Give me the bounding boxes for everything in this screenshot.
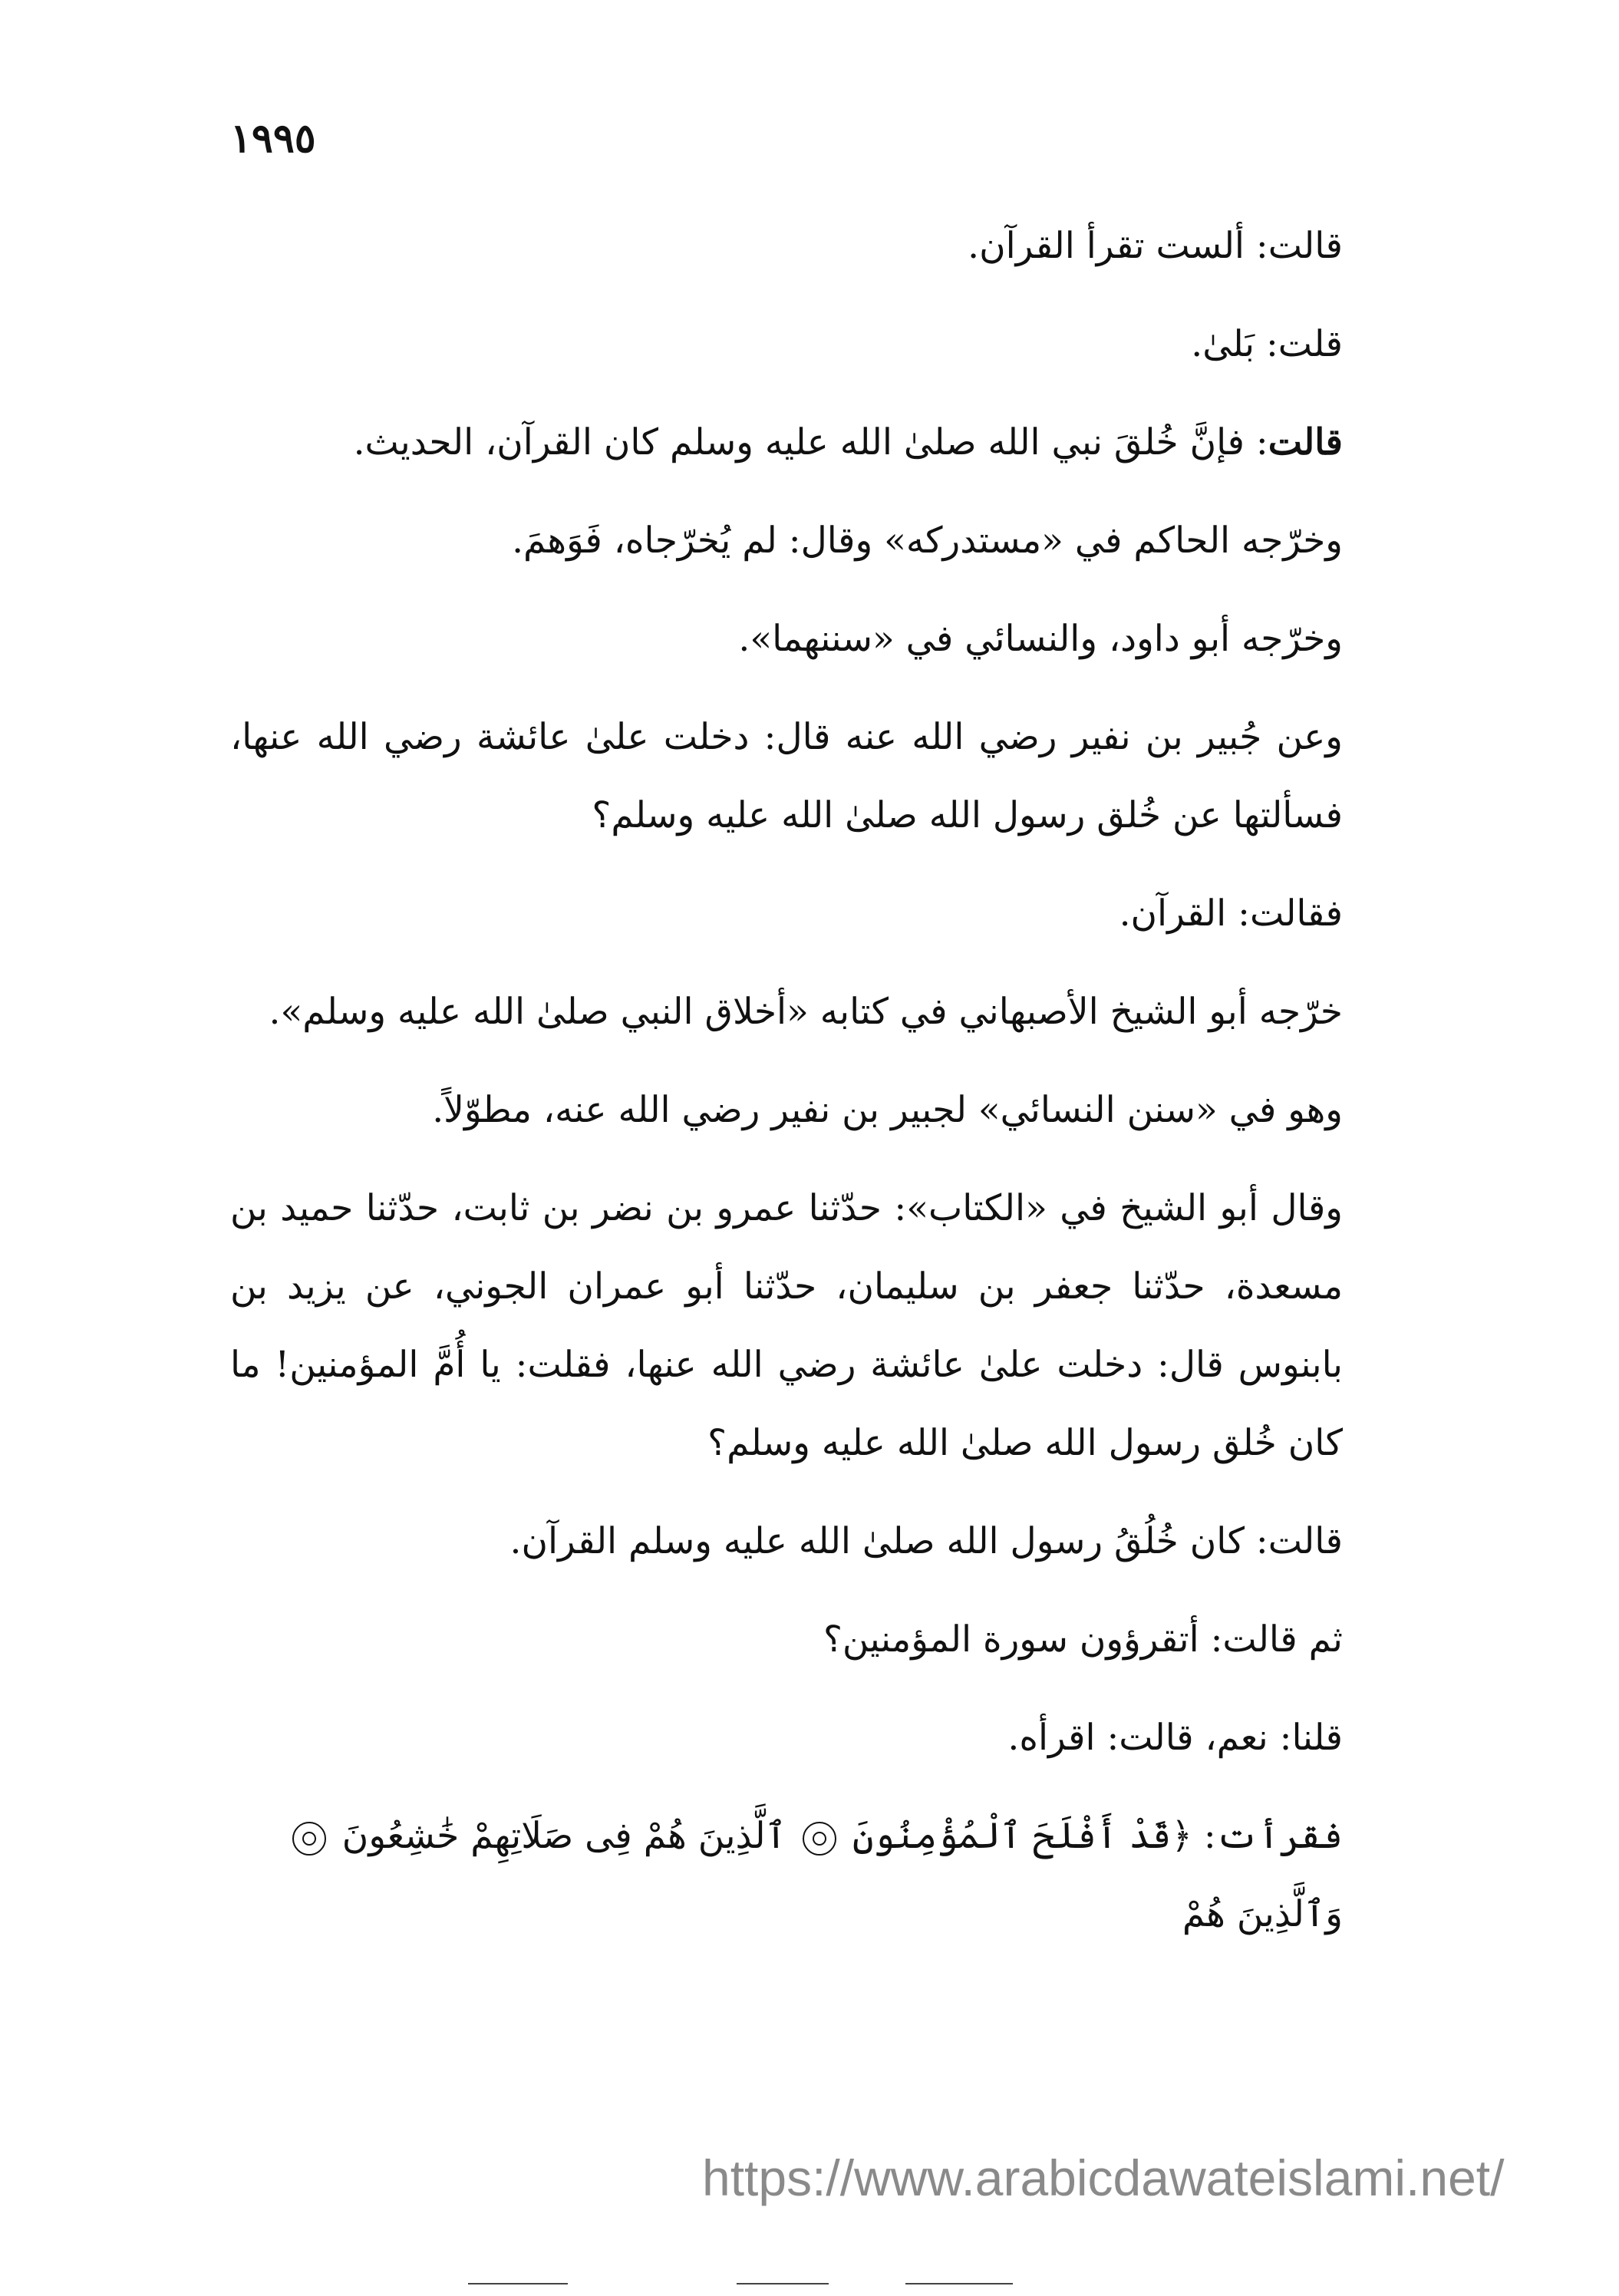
quran-segment-3: وَٱلَّذِينَ هُمْ — [1182, 1893, 1343, 1935]
paragraph-7-text: فقالت: القرآن. — [1119, 892, 1343, 935]
paragraph-9-text: وهو في «سنن النسائي» لجبير بن نفير رضي الله عنه، مطوّلاً. — [432, 1089, 1343, 1131]
paragraph-11 — [230, 1503, 1389, 1581]
ayah-end-marker-icon — [292, 1822, 326, 1856]
paragraph-2-text: قلت: بَلىٰ. — [1191, 323, 1343, 365]
paragraph-2 — [230, 305, 1389, 384]
paragraph-5-text: وخرّجه أبو داود، والنسائي في «سننهما». — [738, 618, 1343, 660]
quran-segment-2: ٱلَّذِينَ هُمْ فِى صَلَاتِهِمْ خَٰشِعُونَ — [341, 1815, 787, 1857]
paragraph-8 — [230, 973, 1389, 1051]
bottom-rule — [905, 2283, 1013, 2284]
paragraph-1-text: قالت: ألست تقرأ القرآن. — [968, 225, 1343, 267]
paragraph-3-lead: قالت — [1268, 421, 1343, 463]
paragraph-4-text: وخرّجه الحاكم في «مستدركه» وقال: لم يُخرّجاه، فَوَهمَ. — [512, 520, 1343, 562]
paragraph-3 — [230, 404, 1389, 482]
paragraph-4 — [230, 502, 1389, 580]
paragraph-13 — [230, 1699, 1389, 1777]
quran-line — [230, 1797, 1389, 1954]
watermark-url: https://www.arabicdawateislami.net/ — [702, 2149, 1505, 2206]
quran-intro: فقرأت: — [1203, 1815, 1343, 1857]
bottom-rule — [468, 2283, 568, 2284]
paragraph-1 — [230, 207, 1389, 285]
paragraph-7 — [230, 875, 1389, 953]
paragraph-13-text: قلنا: نعم، قالت: اقرأه. — [1007, 1717, 1343, 1759]
page-number: ١٩٩٥ — [230, 115, 316, 162]
paragraph-9 — [230, 1071, 1389, 1150]
paragraph-8-text: خرّجه أبو الشيخ الأصبهاني في كتابه «أخلاق النبي صلىٰ الله عليه وسلم». — [269, 991, 1343, 1033]
paragraph-6 — [230, 698, 1389, 855]
paragraph-11-text: قالت: كان خُلُقُ رسول الله صلىٰ الله عليه وسلم القرآن. — [509, 1520, 1343, 1562]
quran-segment-1: ﴿قَدْ أَفْلَحَ ٱلْمُؤْمِنُونَ — [852, 1815, 1192, 1857]
paragraph-10-text: وقال أبو الشيخ في «الكتاب»: حدّثنا عمرو بن نضر بن ثابت، حدّثنا حميد بن مسعدة، حدّثنا جعفر بن سليمان، حدّثنا أبو عمران الجوني، عن يزيد بن بابنوس قال: دخلت علىٰ عائشة رضي الله عنها، فقلت: يا أُمَّ المؤمنين! ما كان خُلق رسول الله صلىٰ الله عليه وسلم؟ — [230, 1187, 1343, 1464]
paragraph-6-text: وعن جُبير بن نفير رضي الله عنه قال: دخلت علىٰ عائشة رضي الله عنها، فسألتها عن خُلق رسول الله صلىٰ الله عليه وسلم؟ — [230, 716, 1343, 836]
paragraph-5 — [230, 600, 1389, 678]
ayah-end-marker-icon — [803, 1822, 836, 1856]
paragraph-12 — [230, 1601, 1389, 1679]
paragraph-12-text: ثم قالت: أتقرؤون سورة المؤمنين؟ — [823, 1618, 1343, 1661]
paragraph-3-text: : فإنَّ خُلقَ نبي الله صلىٰ الله عليه وسلم كان القرآن، الحديث. — [353, 421, 1268, 463]
text-body — [230, 207, 1389, 1954]
bottom-rule — [737, 2283, 829, 2284]
paragraph-10 — [230, 1169, 1389, 1483]
